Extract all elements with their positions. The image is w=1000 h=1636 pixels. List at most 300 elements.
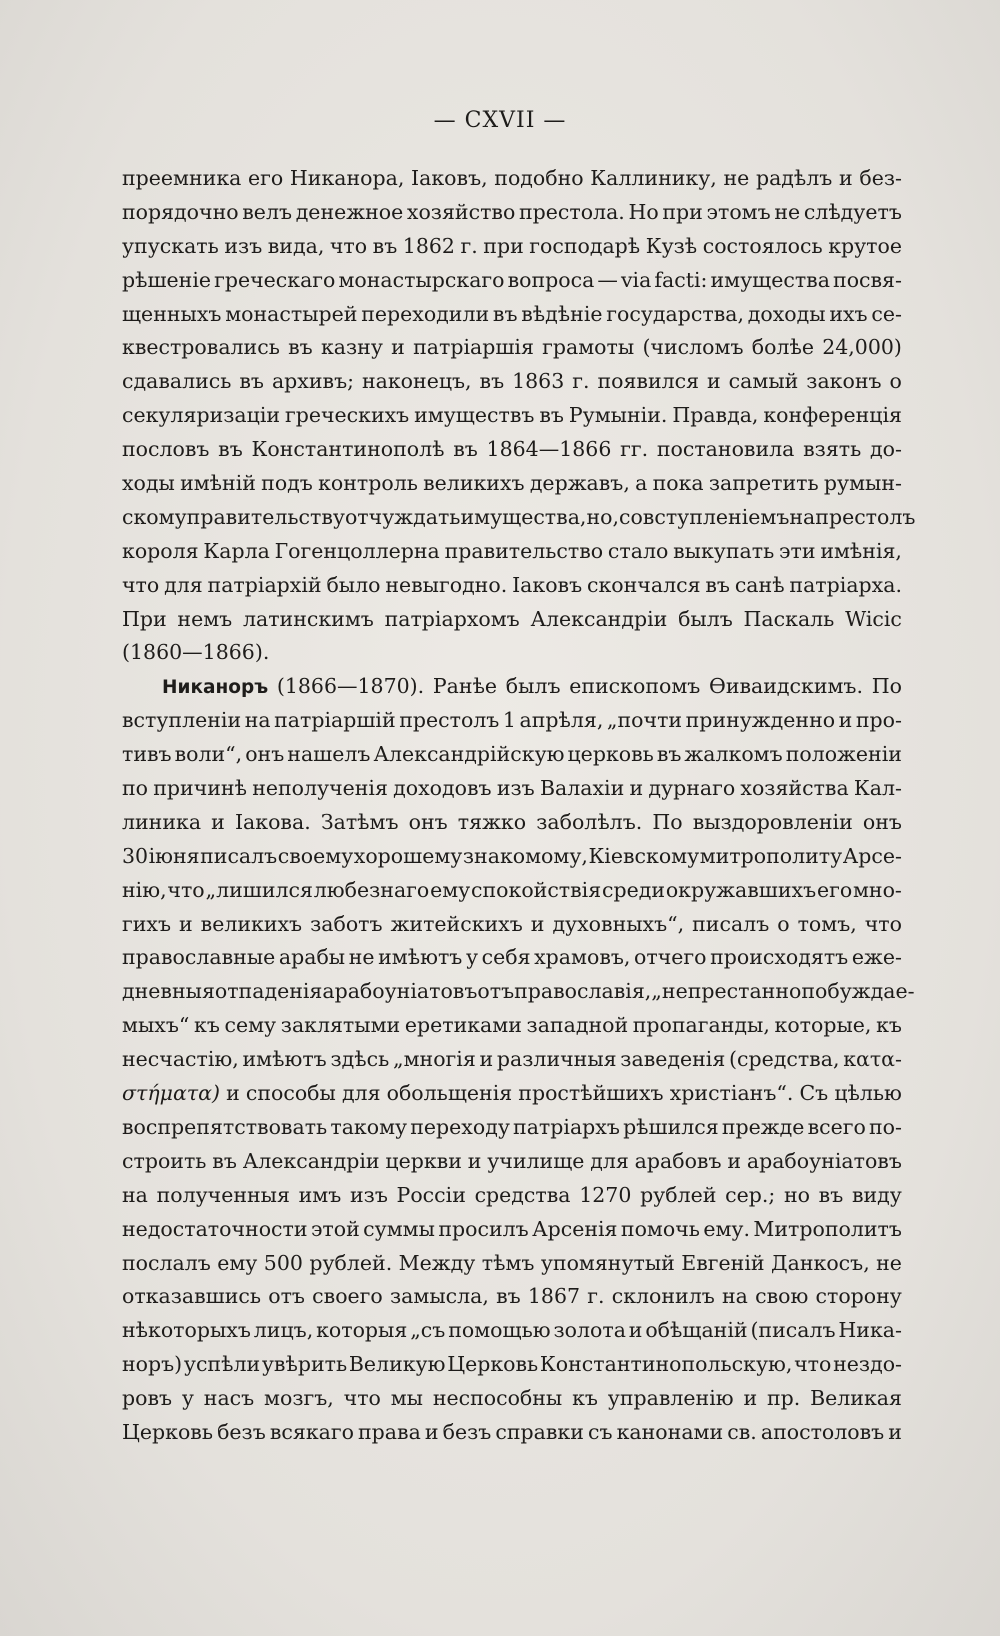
word: христіанъ“. (669, 1081, 794, 1106)
word: въ (372, 233, 398, 258)
word: конференція (763, 403, 902, 428)
word: на (244, 708, 271, 733)
word: онъ (862, 809, 902, 834)
word: Никанора, (289, 166, 405, 190)
word: которыя (316, 1318, 408, 1343)
word: у (181, 1386, 194, 1411)
word: западной (526, 1013, 629, 1038)
word: дурнаго (648, 776, 736, 801)
text-line (122, 908, 902, 942)
word: стало (607, 538, 669, 563)
word: писалъ (200, 843, 278, 868)
word: сер.; (725, 1182, 776, 1207)
word: не (876, 1250, 902, 1275)
text-line (122, 1314, 902, 1348)
word: без- (859, 166, 902, 190)
page-number: — CXVII — (433, 108, 567, 133)
word: въ (492, 301, 518, 326)
word: греческаго (214, 267, 336, 292)
word: этомъ (706, 199, 771, 224)
word: всего (807, 1114, 866, 1139)
word: его (816, 877, 853, 902)
word: постановила (656, 437, 795, 462)
word: имѣютъ (378, 945, 463, 970)
word: состоялось (702, 233, 823, 258)
word: 1270 (579, 1182, 632, 1207)
word: Ника- (838, 1318, 902, 1343)
word: склонилъ (611, 1284, 715, 1309)
word: радѣлъ (755, 166, 833, 190)
text-line (122, 603, 902, 637)
word: Іаковъ (512, 572, 583, 597)
word: отъ (268, 1284, 305, 1309)
word: способы (245, 1081, 336, 1106)
word: Карла (203, 538, 270, 563)
word: 1863 (512, 369, 565, 394)
text-line (122, 738, 902, 772)
text-line (122, 806, 902, 840)
word: но, (586, 504, 619, 529)
word: великихъ (200, 911, 303, 936)
word: facti: (654, 267, 708, 292)
word: въ (288, 335, 313, 360)
word: у (465, 945, 479, 970)
word: изъ (349, 1182, 388, 1207)
word: суммы (363, 1216, 435, 1241)
word: до- (870, 437, 902, 462)
word: мы (390, 1386, 423, 1411)
word: сторону (815, 1284, 902, 1309)
text-line (122, 331, 902, 365)
word: По (652, 809, 683, 834)
text-line (122, 1145, 902, 1179)
word: со (618, 504, 643, 529)
word: Кіевскому (588, 843, 700, 868)
word: церковь (567, 742, 654, 767)
word: пр. (766, 1386, 801, 1411)
word: въ (479, 369, 505, 394)
greek-word: στήματα) (122, 1081, 220, 1106)
word: что (343, 1386, 381, 1411)
word: въ (539, 403, 564, 428)
word: что (167, 877, 205, 902)
word: правительство (444, 538, 604, 563)
word: свою (755, 1284, 809, 1309)
word: въ (453, 437, 478, 462)
word: и (888, 1419, 902, 1444)
word: епископомъ (569, 674, 701, 699)
word: отъ (477, 979, 515, 1004)
word: которые, (774, 1013, 872, 1038)
word: имущества (710, 267, 830, 292)
word: Wicic (845, 606, 902, 631)
word: всякаго (269, 1419, 354, 1444)
word: арабовъ (634, 1148, 722, 1173)
word: духовныхъ“, (552, 911, 685, 936)
text-line (122, 1043, 902, 1077)
word: Арсе- (842, 843, 902, 868)
word: державъ, (529, 471, 630, 496)
paragraph-2-lines-after (122, 1111, 902, 1450)
word: Гогенцоллерна (274, 538, 440, 563)
text-line (122, 874, 902, 908)
word: для (164, 572, 203, 597)
word: патріаршій (274, 708, 396, 733)
paragraph-2-first-line (122, 670, 902, 704)
word: обѣщаній (645, 1318, 748, 1343)
word: При (122, 606, 167, 631)
word: посвя- (833, 267, 902, 292)
word: и (839, 166, 853, 190)
word: въ (656, 742, 682, 767)
text-line (122, 941, 902, 975)
text-line (122, 196, 902, 230)
word: Евгеній (681, 1250, 765, 1275)
word: Митрополитъ (753, 1216, 902, 1241)
text-line (122, 1348, 902, 1382)
word: въ (239, 369, 264, 394)
text-line (122, 704, 902, 738)
word: управленію (607, 1386, 734, 1411)
word: безъ (442, 1419, 492, 1444)
word: и (467, 1148, 482, 1173)
word: къ (876, 1013, 902, 1038)
text-line (122, 975, 915, 1009)
word: изъ (224, 233, 263, 258)
word: болѣе (751, 335, 814, 360)
word: престола. (518, 199, 625, 224)
word: латинскимъ (242, 606, 374, 631)
word: недостаточности (122, 1216, 308, 1241)
word: выздоровленіи (692, 809, 853, 834)
word: справки (495, 1419, 584, 1444)
word: побуждае- (801, 979, 915, 1004)
word: насъ (203, 1386, 255, 1411)
word: хозяйства (740, 776, 849, 801)
word: норъ) (122, 1352, 183, 1377)
text-line (122, 1111, 902, 1145)
word: самый (728, 369, 799, 394)
word: про- (855, 708, 902, 733)
word: денежное (295, 199, 404, 224)
word: но (783, 1182, 810, 1207)
word: квестровались (122, 335, 280, 360)
word: По (871, 674, 902, 699)
word: гихъ (122, 911, 172, 936)
word: въ (496, 1284, 521, 1309)
word: 500 (263, 1250, 303, 1275)
word: имѣютъ (242, 1047, 327, 1072)
word: имущества, (460, 504, 587, 529)
word: великихъ (423, 471, 525, 496)
text-line (122, 433, 902, 467)
word: что (329, 233, 368, 258)
word: крутое (828, 233, 902, 258)
word: слѣдуетъ (803, 199, 902, 224)
word: щенныхъ (122, 301, 222, 326)
word: воспрепятствовать (122, 1114, 328, 1139)
word: Затѣмъ (320, 809, 399, 834)
word: казну (320, 335, 383, 360)
word: на (789, 504, 816, 529)
word: рѣшеніе (122, 267, 212, 292)
word: (1866—1870). (276, 674, 425, 699)
word: для (341, 1081, 381, 1106)
word: Ранѣе (432, 674, 498, 699)
word: писалъ (692, 911, 770, 936)
word: ходы (122, 471, 175, 496)
word: немъ (177, 606, 233, 631)
word: арабоуніатовъ (746, 1148, 902, 1173)
word: архивъ; (271, 369, 355, 394)
word: былъ (505, 674, 561, 699)
word: житейскихъ (390, 911, 523, 936)
word: переходу (410, 1114, 510, 1139)
word: мно- (852, 877, 902, 902)
text-line (122, 467, 902, 501)
word: — (597, 267, 618, 292)
text-line (122, 264, 902, 298)
word: линика (122, 809, 202, 834)
paragraph-2 (122, 670, 915, 1449)
word: хозяйство (406, 199, 516, 224)
word: окружавшихъ (665, 877, 817, 902)
word: а (635, 471, 648, 496)
word: появился (597, 369, 700, 394)
word: упускать (122, 233, 219, 258)
word: заклятыми (280, 1013, 401, 1038)
word: тяжко (457, 809, 527, 834)
word: изъ (496, 776, 535, 801)
word: о (889, 369, 902, 394)
word: Церковь (122, 1419, 213, 1444)
word: Іаковъ, (411, 166, 488, 190)
word: господарѣ (529, 233, 641, 258)
word: г. (572, 369, 590, 394)
word: 24,000) (822, 335, 902, 360)
word: 30 (122, 843, 149, 868)
word: вступленіи (122, 708, 242, 733)
word: нашелъ (287, 742, 371, 767)
word: отказавшись (122, 1284, 262, 1309)
word: мыхъ“ (122, 1013, 190, 1038)
word: помощью (448, 1318, 551, 1343)
word: ихъ (829, 301, 868, 326)
word: при (483, 233, 524, 258)
word: православія, (514, 979, 652, 1004)
word: Александріи (530, 606, 668, 631)
word: нію, (122, 877, 167, 902)
word: средства (474, 1182, 571, 1207)
word: „многія (392, 1047, 476, 1072)
word: въ (705, 572, 730, 597)
word: св. (727, 1419, 757, 1444)
word: еретиками (404, 1013, 522, 1038)
word: обольщенія (386, 1081, 513, 1106)
word: отчего (634, 945, 707, 970)
word: Великая (810, 1386, 902, 1411)
word: 1862 (402, 233, 455, 258)
word: монастырей (225, 301, 358, 326)
word: золота (553, 1318, 626, 1343)
word: полученныя (156, 1182, 290, 1207)
word: что (122, 572, 160, 597)
word: съ (588, 1419, 613, 1444)
word: спокойствія (471, 877, 602, 902)
word: былъ (678, 606, 733, 631)
word: Александрійскую (373, 742, 565, 767)
word: Каллинику, (590, 166, 717, 190)
word: короля (122, 538, 199, 563)
word: было (326, 572, 381, 597)
word: для (590, 1148, 629, 1173)
word: имуществъ (414, 403, 535, 428)
word: г. (587, 1284, 605, 1309)
word: дневныя (122, 979, 215, 1004)
word: рублей (640, 1182, 717, 1207)
word: скончался (587, 572, 701, 597)
word: (числомъ (642, 335, 744, 360)
word: и (629, 776, 644, 801)
word: патріархомъ (384, 606, 520, 631)
word: томъ, (797, 911, 857, 936)
word: о (777, 911, 790, 936)
word: онъ (245, 742, 285, 767)
word: нездо- (833, 1352, 902, 1377)
word: румын- (823, 471, 902, 496)
word: и (226, 1081, 240, 1106)
word: Константинопольскую, (539, 1352, 793, 1377)
word: монастырскаго (338, 267, 505, 292)
word: доходы (747, 301, 826, 326)
word: и (707, 369, 721, 394)
word: апрѣля, (519, 708, 604, 733)
word: заботъ (310, 911, 383, 936)
word: вопроса (507, 267, 595, 292)
word: вида, (267, 233, 325, 258)
word: Паскаль (743, 606, 835, 631)
word: патріархій (207, 572, 322, 597)
word: среди (602, 877, 666, 902)
word: апостоловъ (760, 1419, 885, 1444)
word: отпаденія (214, 979, 323, 1004)
word: контроль (318, 471, 418, 496)
word: своего (312, 1284, 383, 1309)
page-body (122, 162, 916, 1450)
word: ему (430, 877, 471, 902)
word: (писалъ (750, 1318, 836, 1343)
word: Но (628, 199, 659, 224)
word: помочь (620, 1216, 700, 1241)
word: секуляризаціи (122, 403, 281, 428)
word: 1867 (527, 1284, 581, 1309)
word: г. (460, 233, 478, 258)
word: мозгъ, (264, 1386, 334, 1411)
word: патріархъ (513, 1114, 620, 1139)
word: Церковь (447, 1352, 539, 1377)
text-line (122, 1416, 902, 1450)
word: училище (487, 1148, 585, 1173)
word: Кузѣ (645, 233, 698, 258)
word: права (358, 1419, 421, 1444)
word: грамоты (542, 335, 635, 360)
word: арабы (278, 945, 346, 970)
word: via (620, 267, 652, 292)
word: запретить (708, 471, 819, 496)
word: 1864—1866 (486, 437, 612, 462)
text-line (122, 772, 902, 806)
word: хорошему (353, 843, 463, 868)
word: заболѣлъ. (536, 809, 643, 834)
word: себя (481, 945, 531, 970)
text-line (122, 1009, 902, 1043)
word: велъ (242, 199, 293, 224)
word: „лишился (205, 877, 313, 902)
paragraph-1 (122, 162, 916, 670)
word: его (248, 166, 284, 190)
word: различныя (496, 1047, 617, 1072)
greek-line (122, 1077, 902, 1111)
word: рѣшился (623, 1114, 719, 1139)
word: выкупать (673, 538, 775, 563)
word: κατα- (843, 1047, 902, 1072)
word: увѣрить (261, 1352, 348, 1377)
word: правительству (186, 504, 345, 529)
text-line (122, 298, 902, 332)
word: отчуждать (344, 504, 461, 529)
word: пословъ (122, 437, 210, 462)
text-line (122, 1280, 902, 1314)
word: наконецъ, (361, 369, 472, 394)
word: просилъ (438, 1216, 529, 1241)
word: тивъ (122, 742, 172, 767)
word: законъ (806, 369, 882, 394)
word: арабоуніатовъ (322, 979, 478, 1004)
word: причинѣ (153, 776, 247, 801)
word: и (838, 708, 853, 733)
word: канонами (616, 1419, 724, 1444)
word: несчастію, (122, 1047, 239, 1072)
word: Великую (348, 1352, 446, 1377)
text-line (122, 636, 902, 670)
word: простѣйшихъ (518, 1081, 664, 1106)
word: цѣлью (834, 1081, 902, 1106)
text-line (122, 1213, 902, 1247)
word: санѣ (734, 572, 785, 597)
word: и (424, 1419, 439, 1444)
word: Валахіи (539, 776, 625, 801)
word: и (743, 1386, 758, 1411)
paragraph-2-lines (122, 704, 915, 1077)
word: замысла, (389, 1284, 489, 1309)
word: такому (330, 1114, 408, 1139)
word: Данкосъ, (770, 1250, 870, 1275)
word: Россіи (396, 1182, 466, 1207)
word: не (348, 945, 375, 970)
word: тѣмъ (481, 1250, 535, 1275)
word: митрополиту (699, 843, 843, 868)
word: этой (310, 1216, 360, 1241)
word: прежде (721, 1114, 805, 1139)
word: 1 (502, 708, 516, 733)
text-line (122, 1382, 902, 1416)
word: не (774, 199, 801, 224)
text-line (122, 501, 916, 535)
word: еже- (851, 945, 902, 970)
word: любезнаго (313, 877, 430, 902)
word: принужденно (685, 708, 836, 733)
word: послалъ (122, 1250, 211, 1275)
